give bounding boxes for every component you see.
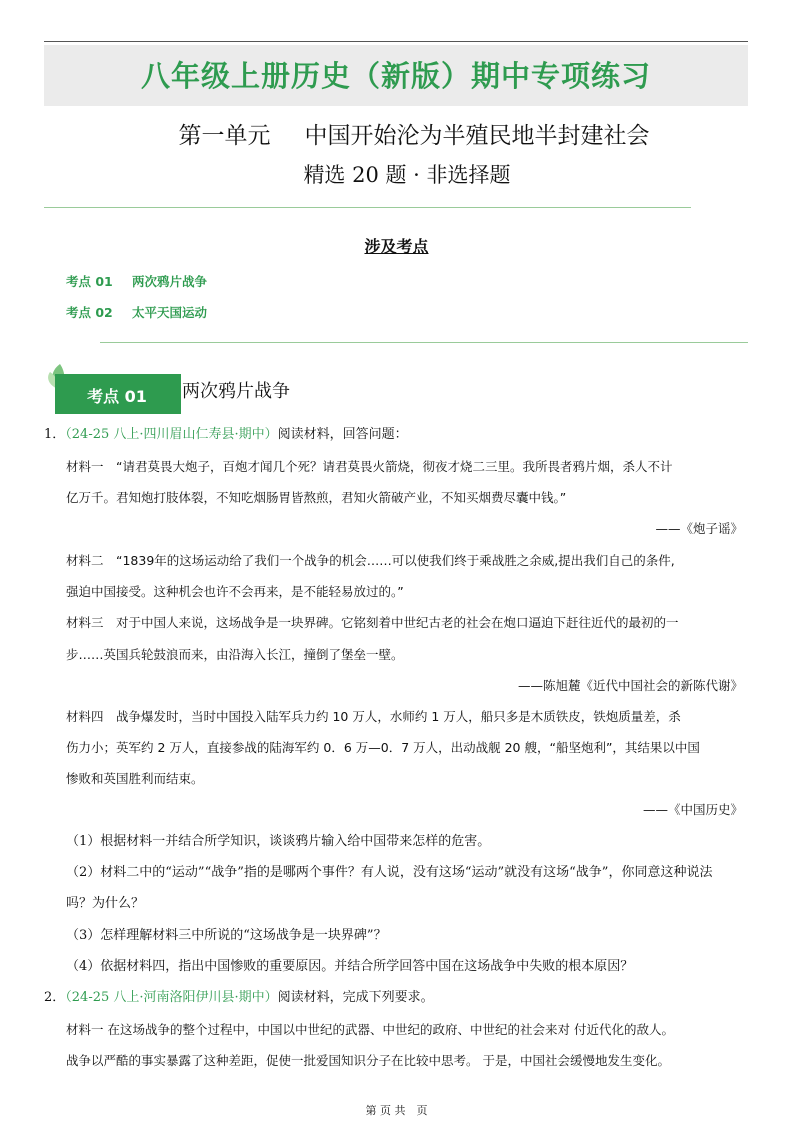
question-prompt: 阅读材料，回答问题： [277,427,408,442]
question-1-header [44,427,408,443]
sub-question: （3）怎样理解材料三中所说的“这场战争是一块界碑”？ [66,928,387,943]
unit-heading [44,117,784,150]
sub-question: （2）材料二中的“运动”“战争”指的是哪两个事件？有人说，没有这场“运动”就没有这场“战争”，你同意这种说法 [66,865,713,880]
keypoint-label: 两次鸦片战争 [132,274,208,289]
material-line: 亿万千。君知炮打肢体裂，不知吃烟肠胃皆熬煎，君知火箭破产业，不知买烟费尽囊中钱。” [66,490,567,505]
question-prompt: 阅读材料，完成下列要求。 [277,990,434,1005]
material-line: 战争以严酷的事实暴露了这种差距，促使一批爱国知识分子在比较中思考。 于是，中国社会缓慢地发生变化。 [66,1053,670,1068]
material-line: 材料一 在这场战争的整个过程中，中国以中世纪的武器、中世纪的政府、中世纪的社会来对 付近代化的敌人。 [66,1022,674,1037]
sub-question: （4）依据材料四，指出中国惨败的重要原因。并结合所学回答中国在这场战争中失败的根本原因？ [66,959,634,974]
question-number: 2． [44,990,66,1005]
material-line: 材料一 “请君莫畏大炮子，百炮才闻几个死？请君莫畏火箭烧，彻夜才烧二三里。我所畏者鸦片烟，杀人不计 [66,459,673,474]
question-2-header [44,990,434,1006]
main-title: 八年级上册历史（新版）期中专项练习 [140,59,651,93]
question-number: 1． [44,427,66,442]
material-line: 材料三 对于中国人来说，这场战争是一块界碑。它铭刻着中世纪古老的社会在炮口逼迫下赶往近代的最初的一 [66,615,679,630]
material-source: ——陈旭麓《近代中国社会的新陈代谢》 [517,678,743,693]
material-line: 材料二 “1839年的这场运动给了我们一个战争的机会……可以使我们终于乘战胜之余威,提出我们自己的条件, [66,553,675,568]
material-line: 强迫中国接受。这种机会也许不会再来，是不能轻易放过的。” [66,584,404,599]
sub-question: （1）根据材料一并结合所学知识，谈谈鸦片输入给中国带来怎样的危害。 [66,834,491,849]
keypoint-item [66,303,207,321]
page-footer: 第 页 共 页 [365,1104,428,1117]
top-rule [44,41,748,42]
material-line: 材料四 战争爆发时，当时中国投入陆军兵力约 10 万人，水师约 1 万人，船只多是木质铁皮，铁炮质量差，杀 [66,709,681,724]
material-line: 伤力小；英军约 2 万人，直接参战的陆海军约 0．6 万—0．7 万人，出动战舰 20 艘，“船坚炮利”，其结果以中国 [66,740,700,755]
unit-label: 第一单元 [178,123,271,149]
sub-question: 吗？为什么？ [66,896,145,911]
section-title: 两次鸦片战争 [182,381,290,402]
material-source: ——《炮子谣》 [655,521,743,536]
keypoints-heading: 涉及考点 [364,237,429,256]
section-badge-label: 考点 01 [87,387,147,406]
divider-2 [100,342,748,343]
keypoint-item [66,272,207,290]
divider-1 [44,207,691,208]
unit-title: 中国开始沦为半殖民地半封建社会 [304,123,650,149]
question-source: （24-25 八上·河南洛阳伊川县·期中） [65,990,278,1005]
subtitle: 精选 20 题 · 非选择题 [303,163,511,187]
material-line: 步……英国兵轮鼓浪而来，由沿海入长江，撞倒了堡垒一壁。 [66,647,404,662]
material-source: ——《中国历史》 [642,802,743,817]
keypoint-num: 考点 01 [66,274,113,289]
keypoint-label: 太平天国运动 [132,305,208,320]
question-source: （24-25 八上·四川眉山仁寿县·期中） [65,427,278,442]
material-line: 惨败和英国胜利而结束。 [66,771,204,786]
keypoint-num: 考点 02 [66,305,113,320]
